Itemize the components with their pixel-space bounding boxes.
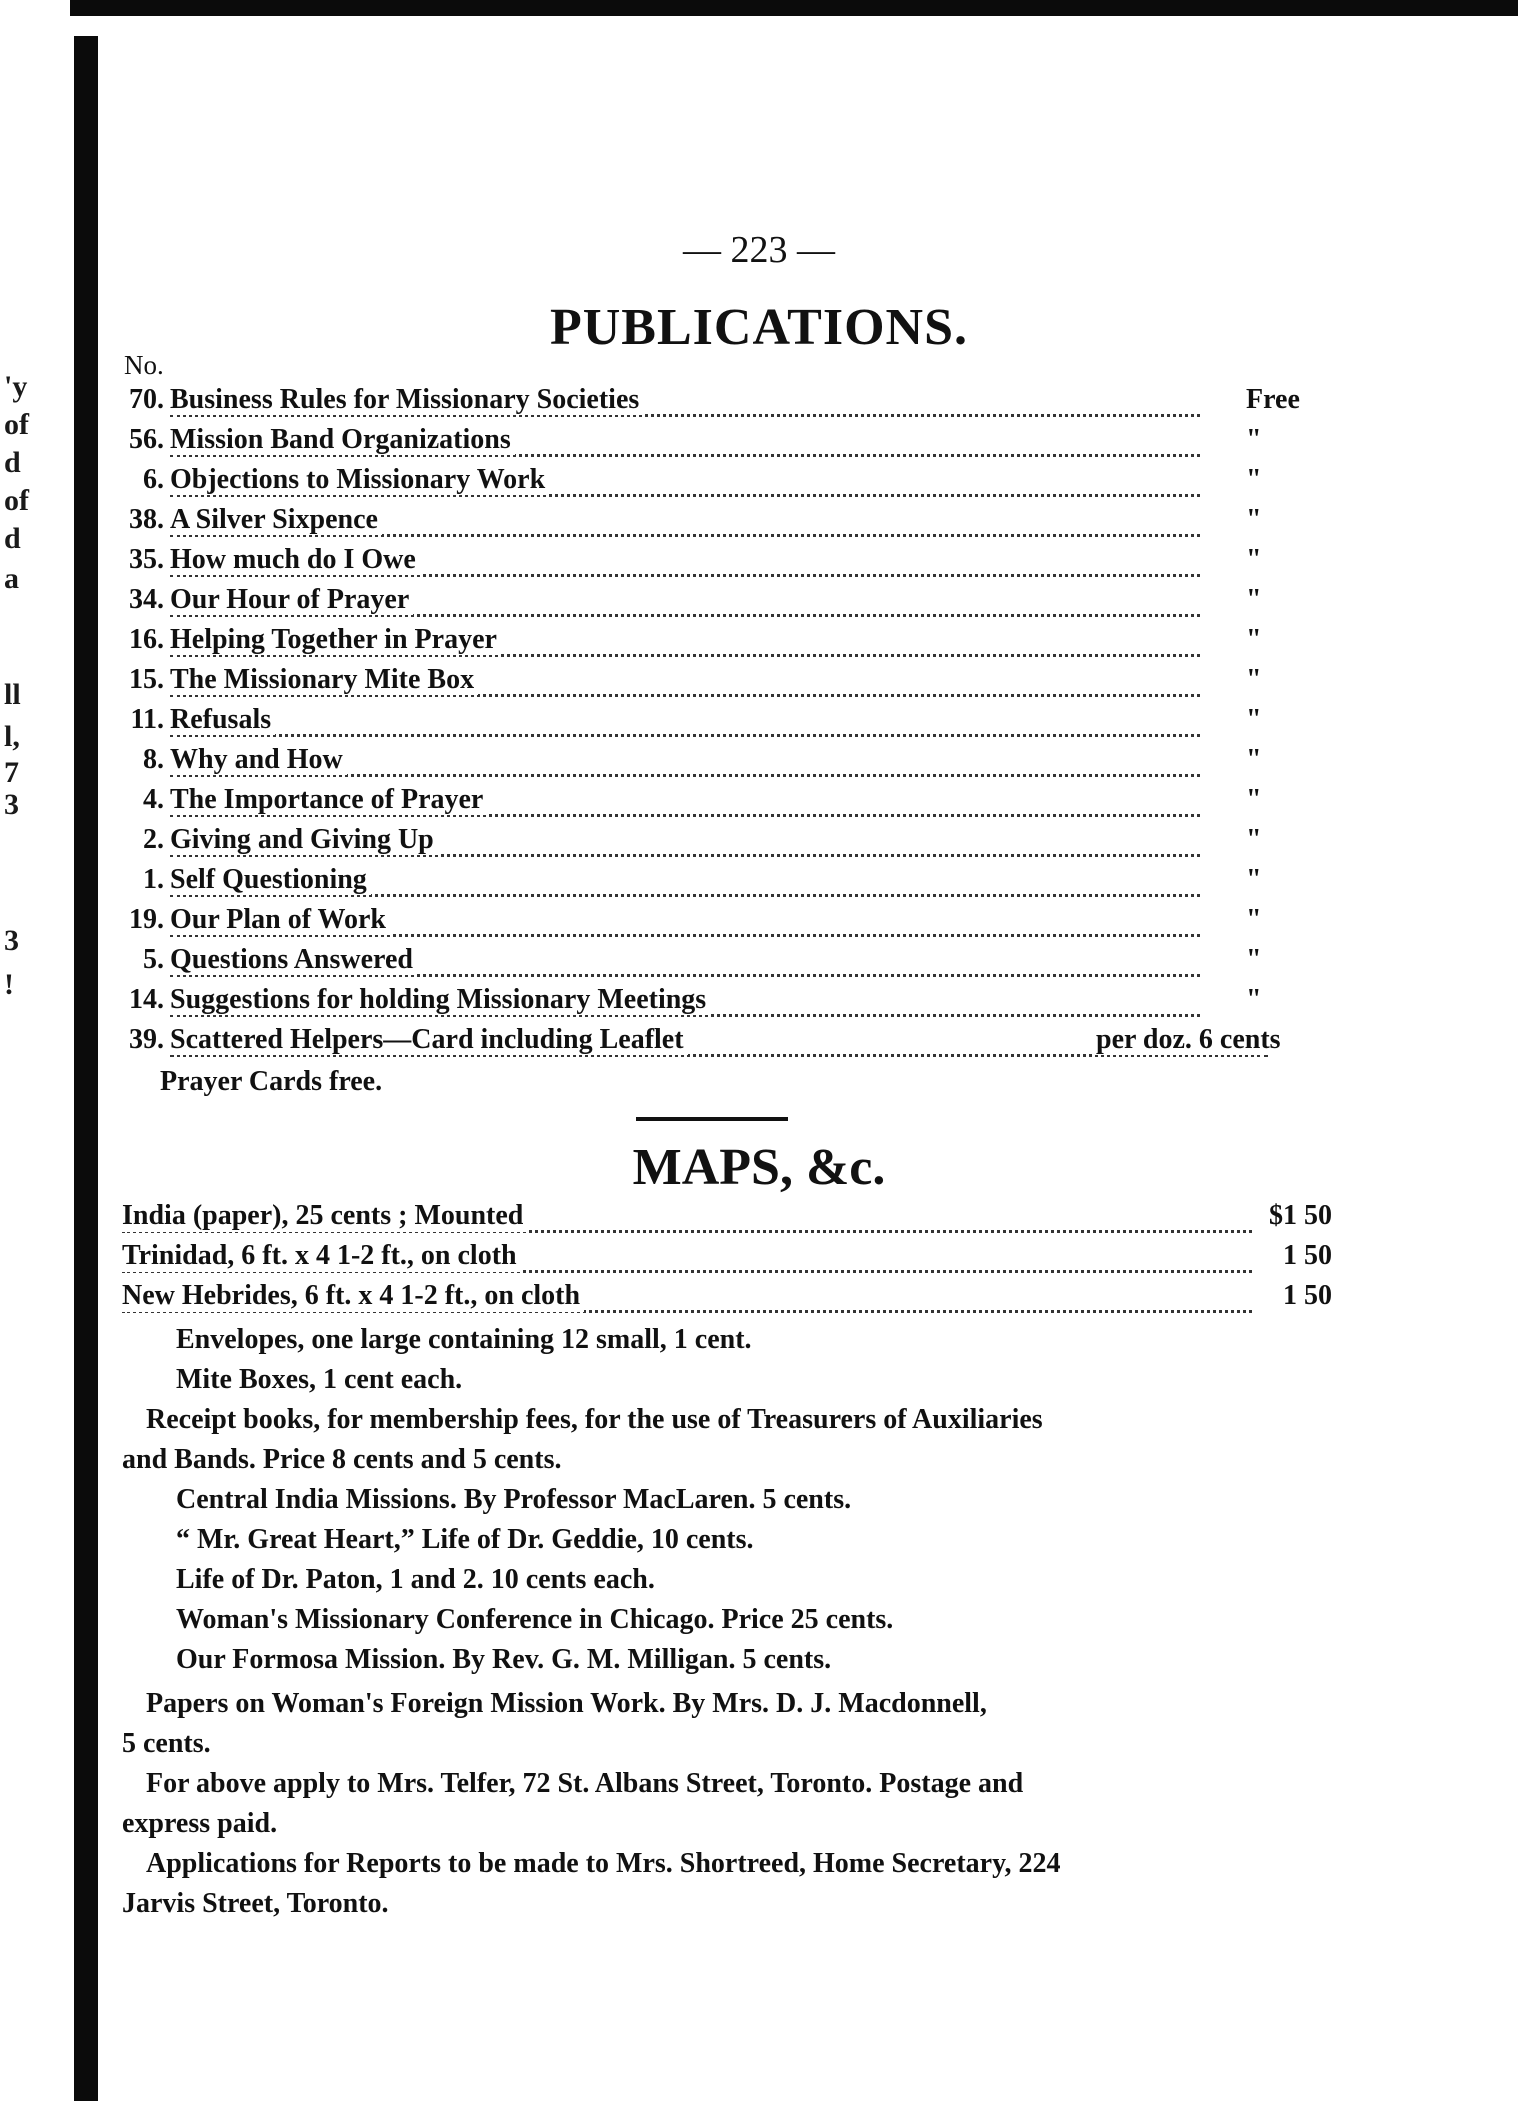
publication-row: [0, 904, 1518, 944]
apply-note: For above apply to Mrs. Telfer, 72 St. Albans Street, Toronto. Postage and: [146, 1768, 1024, 1799]
margin-fragment: 3: [4, 924, 19, 957]
publication-row: [0, 944, 1518, 984]
publication-price: ": [1242, 624, 1262, 655]
prayer-cards-note: Prayer Cards free.: [160, 1066, 383, 1097]
publication-row: [0, 664, 1518, 704]
publication-title: Scattered Helpers—Card including Leaflet: [170, 1024, 688, 1055]
publication-number: 11.: [130, 704, 164, 735]
conference-note: Woman's Missionary Conference in Chicago. Price 25 cents.: [176, 1604, 894, 1635]
publication-price: ": [1242, 464, 1262, 495]
publication-row: [0, 504, 1518, 544]
great-heart-note: “ Mr. Great Heart,” Life of Dr. Geddie, 10 cents.: [176, 1524, 754, 1555]
publication-price: ": [1242, 424, 1262, 455]
publication-price: ": [1242, 584, 1262, 615]
publication-row: [0, 584, 1518, 624]
publication-number: 1.: [143, 864, 164, 895]
margin-fragment: 'y: [4, 370, 28, 403]
margin-fragment: ll: [4, 678, 21, 711]
reports-note: Applications for Reports to be made to Mrs. Shortreed, Home Secretary, 224: [146, 1848, 1061, 1879]
margin-fragment: 3: [4, 788, 19, 821]
publication-number: 19.: [129, 904, 164, 935]
map-label: India (paper), 25 cents ; Mounted: [122, 1200, 527, 1232]
publication-price: ": [1242, 944, 1262, 975]
publication-row: [0, 824, 1518, 864]
publication-number: 34.: [129, 584, 164, 615]
publication-number: 8.: [143, 744, 164, 775]
apply-note-continued: express paid.: [122, 1808, 278, 1839]
publication-number: 6.: [143, 464, 164, 495]
publication-title: The Missionary Mite Box: [170, 664, 478, 695]
section-divider: [636, 1117, 788, 1121]
publication-number: 4.: [143, 784, 164, 815]
publication-row: [0, 744, 1518, 784]
publication-row: [0, 464, 1518, 504]
publications-heading: PUBLICATIONS.: [549, 299, 968, 356]
publication-number: 38.: [129, 504, 164, 535]
publication-row: [0, 704, 1518, 744]
publication-price: ": [1242, 904, 1262, 935]
map-label: New Hebrides, 6 ft. x 4 1-2 ft., on cloth: [122, 1280, 584, 1312]
number-column-header: No.: [124, 350, 164, 380]
publication-number: 39.: [129, 1024, 164, 1055]
papers-note-continued: 5 cents.: [122, 1728, 211, 1759]
publication-price: ": [1242, 664, 1262, 695]
publication-title: Our Plan of Work: [170, 904, 390, 935]
publication-title: Our Hour of Prayer: [170, 584, 413, 615]
publication-price: ": [1242, 824, 1262, 855]
map-row: [122, 1200, 1332, 1240]
formosa-note: Our Formosa Mission. By Rev. G. M. Milligan. 5 cents.: [176, 1644, 832, 1675]
receipt-books-note-continued: and Bands. Price 8 cents and 5 cents.: [122, 1444, 562, 1475]
publication-title: Helping Together in Prayer: [170, 624, 501, 655]
publication-number: 2.: [143, 824, 164, 855]
publication-price: ": [1242, 784, 1262, 815]
publication-title: How much do I Owe: [170, 544, 420, 575]
publication-price: ": [1242, 704, 1262, 735]
publication-title: Objections to Missionary Work: [170, 464, 549, 495]
publication-title: Suggestions for holding Missionary Meetings: [170, 984, 710, 1015]
publication-row: [0, 384, 1518, 424]
reports-note-continued: Jarvis Street, Toronto.: [122, 1888, 389, 1919]
publication-number: 16.: [129, 624, 164, 655]
margin-fragment: !: [4, 968, 14, 1001]
publication-title: Questions Answered: [170, 944, 417, 975]
publication-row: [0, 624, 1518, 664]
map-row: [122, 1240, 1332, 1280]
publication-row: [0, 424, 1518, 464]
margin-fragment: of: [4, 408, 29, 441]
envelopes-note: Envelopes, one large containing 12 small, 1 cent.: [176, 1324, 752, 1355]
publication-title: Giving and Giving Up: [170, 824, 438, 855]
publication-row: [0, 1024, 1518, 1064]
page-number: — 223 —: [683, 229, 835, 271]
publication-price: ": [1242, 504, 1262, 535]
publication-number: 14.: [129, 984, 164, 1015]
publication-row: [0, 984, 1518, 1024]
publication-title: Why and How: [170, 744, 347, 775]
margin-fragment: d: [4, 522, 21, 555]
map-price: $1 50: [1265, 1200, 1332, 1232]
publication-number: 70.: [129, 384, 164, 415]
publication-price: ": [1242, 864, 1262, 895]
publication-row: [0, 544, 1518, 584]
map-row: [122, 1280, 1332, 1320]
paton-note: Life of Dr. Paton, 1 and 2. 10 cents each.: [176, 1564, 655, 1595]
dot-leader: [170, 734, 1200, 737]
publication-title: Refusals: [170, 704, 275, 735]
margin-fragment: l,: [4, 720, 20, 753]
publication-price: ": [1242, 744, 1262, 775]
publication-title: A Silver Sixpence: [170, 504, 382, 535]
publication-title: Business Rules for Missionary Societies: [170, 384, 643, 415]
publication-row: [0, 784, 1518, 824]
publication-price: per doz. 6 cents: [1092, 1024, 1281, 1055]
publication-title: Mission Band Organizations: [170, 424, 515, 455]
receipt-books-note: Receipt books, for membership fees, for the use of Treasurers of Auxiliaries: [146, 1404, 1043, 1435]
margin-fragment: of: [4, 484, 29, 517]
margin-fragment: d: [4, 446, 21, 479]
publication-title: Self Questioning: [170, 864, 371, 895]
margin-fragment: a: [4, 562, 19, 595]
publication-price: Free: [1242, 384, 1300, 415]
maps-heading: MAPS, &c.: [632, 1139, 886, 1196]
top-border-rule: [70, 0, 1518, 16]
central-india-note: Central India Missions. By Professor MacLaren. 5 cents.: [176, 1484, 852, 1515]
map-price: 1 50: [1279, 1280, 1332, 1312]
publication-number: 5.: [143, 944, 164, 975]
map-price: 1 50: [1279, 1240, 1332, 1272]
publication-title: The Importance of Prayer: [170, 784, 487, 815]
papers-note: Papers on Woman's Foreign Mission Work. By Mrs. D. J. Macdonnell,: [146, 1688, 987, 1719]
publication-price: ": [1242, 984, 1262, 1015]
publication-price: ": [1242, 544, 1262, 575]
publication-number: 15.: [129, 664, 164, 695]
publication-number: 35.: [129, 544, 164, 575]
mite-boxes-note: Mite Boxes, 1 cent each.: [176, 1364, 463, 1395]
publication-row: [0, 864, 1518, 904]
map-label: Trinidad, 6 ft. x 4 1-2 ft., on cloth: [122, 1240, 521, 1272]
margin-fragment: 7: [4, 756, 19, 789]
publication-number: 56.: [129, 424, 164, 455]
